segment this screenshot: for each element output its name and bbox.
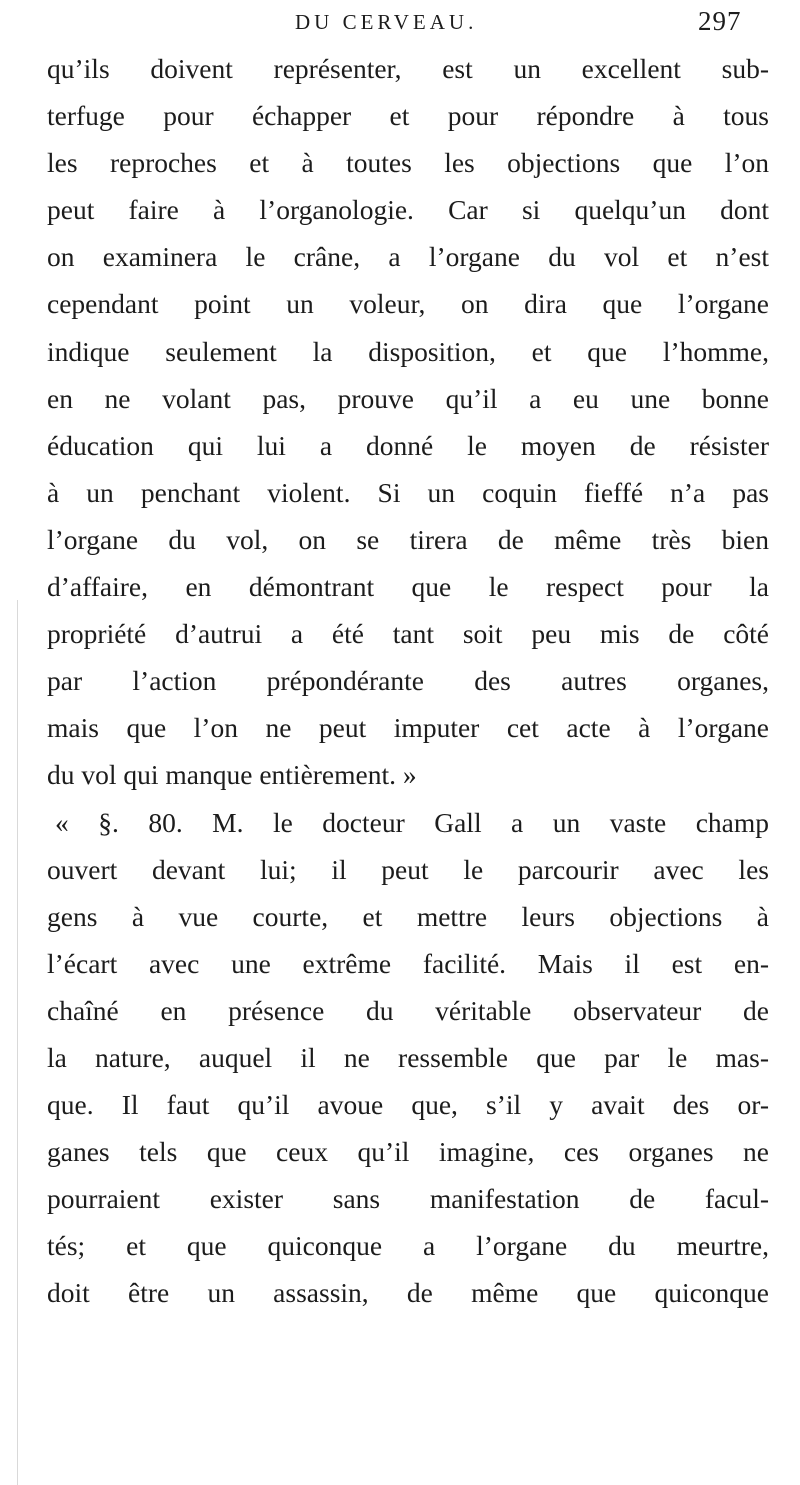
text-line: à un penchant violent. Si un coquin fieffé n’a pas (47, 476, 769, 508)
text-line: ouvert devant lui; il peut le parcourir avec les (47, 853, 769, 885)
running-head-title: DU CERVEAU. (295, 10, 478, 34)
text-line: on examinera le crâne, a l’organe du vol et n’est (47, 241, 769, 273)
text-line: en ne volant pas, prouve qu’il a eu une bonne (47, 382, 769, 414)
text-line: que. Il faut qu’il avoue que, s’il y avait des or- (47, 1089, 769, 1121)
running-head (0, 6, 800, 40)
text-line: propriété d’autrui a été tant soit peu mis de côté (47, 618, 769, 650)
body-text (47, 45, 769, 1317)
text-line: d’affaire, en démontrant que le respect pour la (47, 571, 769, 603)
text-line: la nature, auquel il ne ressemble que par le mas- (47, 1041, 769, 1073)
text-line: indique seulement la disposition, et que l’homme, (47, 335, 769, 367)
text-line: mais que l’on ne peut imputer cet acte à l’organe (47, 712, 769, 744)
text-line: l’écart avec une extrême facilité. Mais il est en- (47, 947, 769, 979)
text-line: qu’ils doivent représenter, est un excellent sub- (47, 53, 769, 84)
text-line: éducation qui lui a donné le moyen de résister (47, 429, 769, 461)
text-line: par l’action prépondérante des autres organes, (47, 665, 769, 697)
text-line: chaîné en présence du véritable observateur de (47, 994, 769, 1026)
text-line: « §. 80. M. le docteur Gall a un vaste champ (55, 806, 769, 838)
text-line: l’organe du vol, on se tirera de même très bien (47, 523, 769, 555)
text-line: doit être un assassin, de même que quiconque (47, 1277, 769, 1309)
text-line: les reproches et à toutes les objections que l’on (47, 147, 769, 179)
text-line: ganes tels que ceux qu’il imagine, ces organes ne (47, 1136, 769, 1168)
text-line: gens à vue courte, et mettre leurs objections à (47, 900, 769, 932)
text-line: cependant point un voleur, on dira que l’organe (47, 288, 769, 320)
text-line: terfuge pour échapper et pour répondre à tous (47, 100, 769, 132)
text-line: pourraient exister sans manifestation de facul- (47, 1183, 769, 1215)
page-edge-line (17, 600, 18, 1485)
text-line: peut faire à l’organologie. Car si quelqu’un dont (47, 194, 769, 226)
page-number: 297 (698, 6, 742, 36)
text-line: du vol qui manque entièrement. » (47, 759, 417, 791)
text-line: tés; et que quiconque a l’organe du meurtre, (47, 1230, 769, 1262)
